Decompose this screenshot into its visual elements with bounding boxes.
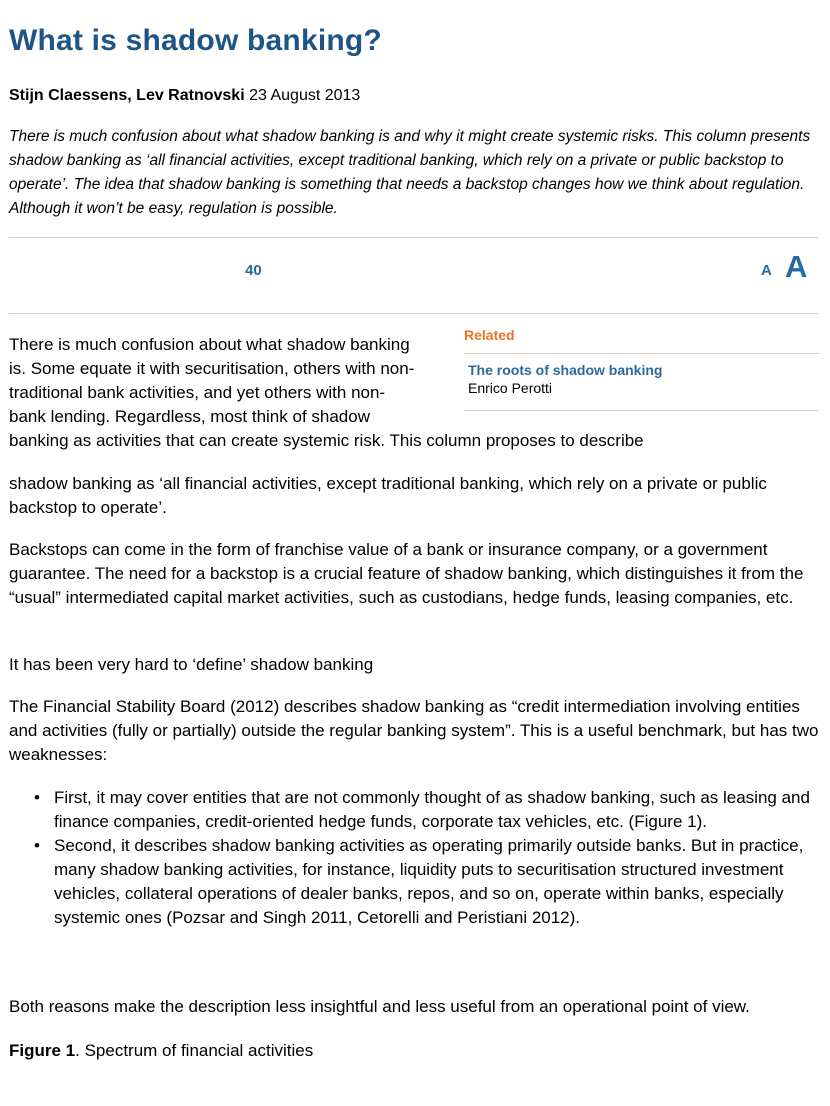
paragraph-fsb: The Financial Stability Board (2012) describes shadow banking as “credit intermediation involving entities and activities (fully or partially) outside the regular banking system”. This is a useful benchmark, but has two weaknesses: <box>9 697 819 764</box>
related-heading: Related <box>464 327 819 354</box>
byline <box>9 87 360 105</box>
toolbar-divider-top <box>9 237 818 238</box>
intro-line: is. Some equate it with securitisation, others with non- <box>9 359 415 378</box>
related-box <box>464 327 819 411</box>
figure-title: . Spectrum of financial activities <box>75 1041 314 1060</box>
intro-line: bank lending. Regardless, most think of shadow <box>9 407 370 426</box>
article-standfirst: There is much confusion about what shadow banking is and why it might create systemic risks. This column presents shadow banking as ‘all financial activities, except traditional banking, which rely on a private or public backstop to operate’. The idea that shadow banking is something that needs a backstop changes how we think about regulation. Although it won’t be easy, regulation is possible. <box>9 128 811 217</box>
list-item: • Second, it describes shadow banking activities as operating primarily outside banks. But in practice, many shadow banking activities, for instance, liquidity puts to securitisation structured investment vehicles, collateral operations of dealer banks, repos, and so on, operate within banks, especially systemic ones (Pozsar and Singh 2011, Cetorelli and Peristiani 2012). <box>54 834 830 930</box>
related-item-author: Enrico Perotti <box>468 380 553 396</box>
toolbar-divider-bottom <box>9 313 818 314</box>
paragraph-both-reasons: Both reasons make the description less insightful and less useful from an operational point of view. <box>9 997 750 1016</box>
font-size-increase-button[interactable]: A <box>785 249 808 284</box>
intro-line: banking as activities that can create systemic risk. This column proposes to describe <box>9 431 644 450</box>
list-item: • First, it may cover entities that are not commonly thought of as shadow banking, such as leasing and finance companies, credit-oriented hedge funds, corporate tax vehicles, etc. (Figure 1). <box>54 786 830 834</box>
share-count[interactable]: 40 <box>245 262 262 279</box>
intro-line: There is much confusion about what shadow banking <box>9 335 410 354</box>
figure-caption <box>9 1039 313 1063</box>
paragraph-hard-to-define: It has been very hard to ‘define’ shadow banking <box>9 655 374 674</box>
article-date: 23 August 2013 <box>249 87 361 104</box>
article-title: What is shadow banking? <box>9 24 382 57</box>
paragraph-backstops: Backstops can come in the form of franchise value of a bank or insurance company, or a government guarantee. The need for a backstop is a crucial feature of shadow banking, which distinguishes it from the “usual” intermediated capital market activities, such as custodians, hedge funds, leasing companies, etc. <box>9 540 804 607</box>
figure-label: Figure 1 <box>9 1041 76 1060</box>
weaknesses-list <box>9 786 830 930</box>
font-size-decrease-button[interactable]: A <box>761 262 772 279</box>
intro-line: traditional bank activities, and yet others with non- <box>9 383 386 402</box>
related-item-link[interactable]: The roots of shadow banking <box>468 362 663 378</box>
article-authors[interactable]: Stijn Claessens, Lev Ratnovski <box>9 87 245 104</box>
related-item <box>464 354 819 411</box>
paragraph-definition: shadow banking as ‘all financial activities, except traditional banking, which rely on a private or public backstop to operate’. <box>9 474 767 517</box>
